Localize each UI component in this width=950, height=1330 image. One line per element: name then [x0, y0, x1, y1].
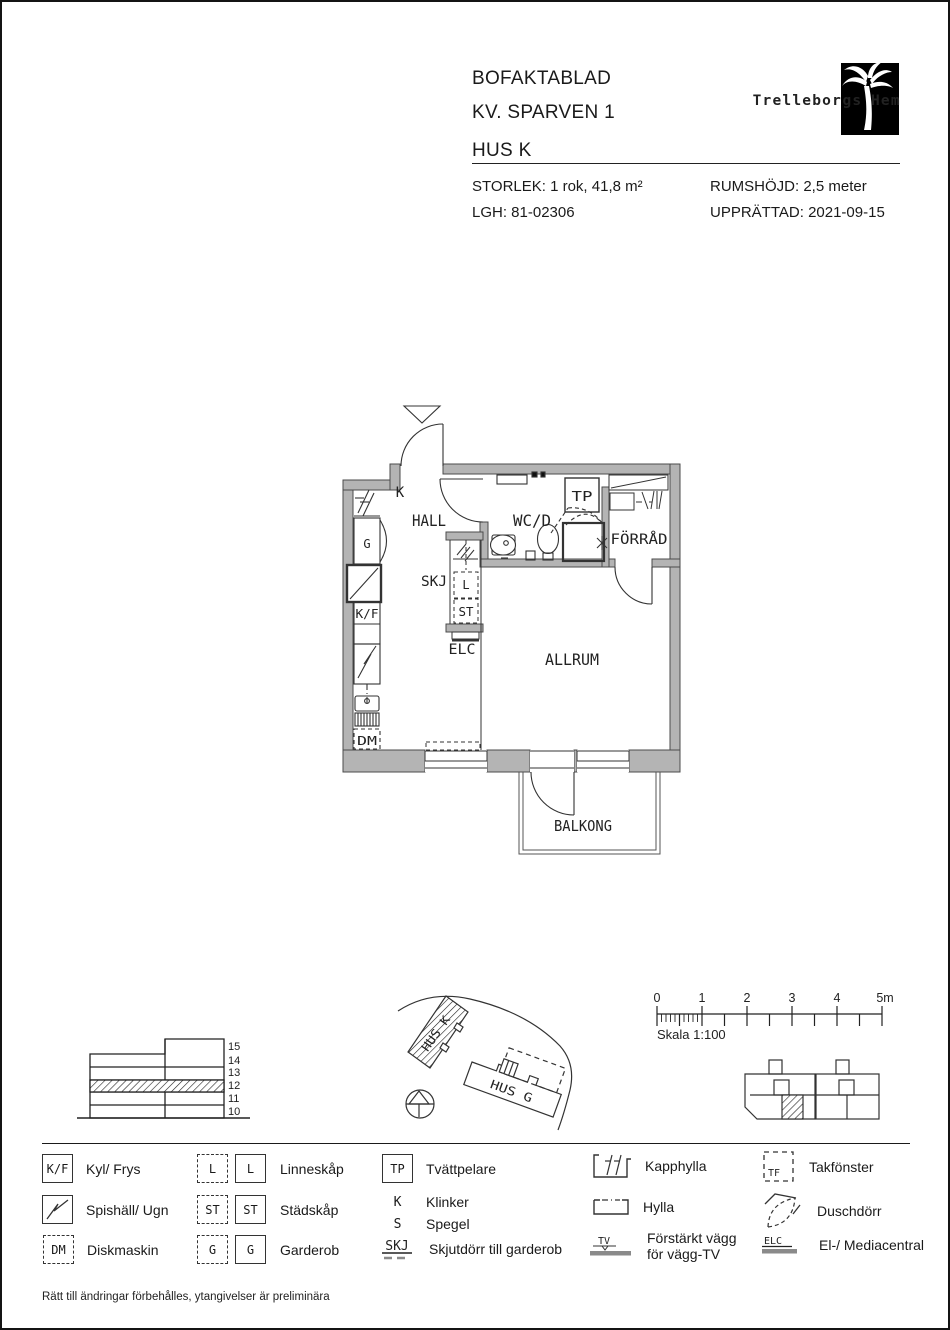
room-height-info: RUMSHÖJD: 2,5 meter: [710, 178, 867, 195]
legend-label: El-/ Mediacentral: [819, 1237, 925, 1253]
legend-label-line1: Förstärkt vägg: [647, 1230, 737, 1246]
legend-label-line2: för vägg-TV: [647, 1246, 721, 1262]
scale-tick: 0: [653, 991, 661, 1005]
logo-text-1: Trellebor: [752, 93, 842, 109]
legend-label: Tvättpelare: [426, 1160, 497, 1177]
legend-item-duschdorr: [762, 1190, 882, 1232]
apartment-position-cell: [782, 1095, 803, 1119]
l-box-icon: L: [235, 1154, 266, 1183]
legend-label: Linneskåp: [280, 1160, 344, 1177]
floor-number: 12: [228, 1080, 241, 1092]
label-elc: ELC: [448, 642, 476, 658]
bottom-diagrams: [42, 982, 922, 1142]
legend-item-hylla: [592, 1196, 674, 1218]
elc-icon: [762, 1234, 806, 1256]
logo-text-2: gs: [842, 93, 863, 109]
tp-box-icon: TP: [382, 1154, 413, 1183]
label-forrad: FÖRRÅD: [610, 532, 662, 548]
label-l: L: [462, 578, 470, 592]
stove-icon: [42, 1195, 73, 1224]
legend-item-klinker: [382, 1194, 469, 1210]
legend-label: Diskmaskin: [87, 1241, 159, 1258]
legend-item-stadskap: [197, 1195, 338, 1224]
tv-wall-icon: [590, 1234, 634, 1258]
legend-label: [647, 1230, 736, 1262]
created-date-info: UPPRÄTTAD: 2021-09-15: [710, 204, 885, 221]
legend-item-skjutdorr: [380, 1238, 562, 1260]
label-dm: DM: [357, 734, 377, 748]
north-compass-icon: [406, 1090, 434, 1118]
kf-box-icon: K/F: [42, 1154, 73, 1183]
hus-k-label: HUS K: [418, 1016, 451, 1054]
label-tp: TP: [571, 490, 593, 505]
block-title: KV. SPARVEN 1: [472, 102, 615, 123]
hylla-icon: [592, 1196, 630, 1218]
floor-number: 15: [228, 1041, 241, 1053]
legend-item-takfonster: [762, 1150, 874, 1184]
entrance-door: [401, 406, 443, 466]
legend-item-garderob: [197, 1235, 339, 1264]
scale-bar: [654, 991, 894, 1042]
label-entrance-k: K: [395, 485, 405, 501]
legend-label: Duschdörr: [817, 1203, 882, 1219]
balcony-rail: [519, 772, 660, 854]
trelleborgshem-logo: [742, 58, 910, 140]
st-box-icon: ST: [235, 1195, 266, 1224]
label-st: ST: [458, 605, 474, 619]
scale-tick: 5m: [876, 991, 894, 1005]
scale-tick: 4: [833, 991, 841, 1005]
label-allrum: ALLRUM: [545, 650, 599, 669]
tv-text: TV: [597, 1236, 611, 1247]
balcony-door: [531, 772, 574, 815]
site-plan: [398, 996, 572, 1130]
scale-label: Skala 1:100: [657, 1027, 726, 1042]
building-position-diagram: [745, 1060, 879, 1119]
g-box-icon: G: [235, 1235, 266, 1264]
header-divider: [472, 163, 900, 164]
disclaimer-text: Rätt till ändringar förbehålles, ytangivelser är preliminära: [42, 1291, 330, 1303]
legend-label: Kapphylla: [645, 1158, 707, 1174]
floor-number: 13: [228, 1067, 241, 1079]
legend-label: Takfönster: [809, 1159, 874, 1175]
label-g: G: [363, 537, 371, 551]
legend-label: Skjutdörr till garderob: [429, 1241, 563, 1257]
legend-label: Kyl/ Frys: [86, 1160, 141, 1177]
forrad-fixtures: [609, 475, 668, 510]
label-kf: K/F: [355, 607, 379, 621]
s-letter-icon: S: [393, 1216, 402, 1232]
apartment-id-info: LGH: 81-02306: [472, 204, 575, 221]
page-title: BOFAKTABLAD: [472, 68, 612, 89]
wc-door: [440, 479, 483, 522]
label-balkong: BALKONG: [554, 817, 612, 835]
tf-text: TF: [768, 1168, 781, 1179]
palm-tree-logo-icon: [742, 58, 910, 140]
legend-label: Hylla: [643, 1199, 675, 1215]
hus-g-building: [464, 1038, 570, 1117]
floor-number: 10: [228, 1106, 241, 1118]
label-hall: HALL: [412, 511, 446, 530]
floor-indicator: [77, 1039, 250, 1118]
dm-box-icon: DM: [43, 1235, 74, 1264]
scale-tick: 1: [698, 991, 706, 1005]
floor-number: 14: [228, 1055, 241, 1067]
st-dashed-box-icon: ST: [197, 1195, 228, 1224]
legend-item-spegel: [382, 1216, 470, 1232]
k-letter-icon: K: [393, 1194, 402, 1210]
label-skj: SKJ: [421, 574, 447, 590]
label-wcd: WC/D: [513, 511, 551, 530]
legend-item-spishall: [42, 1195, 169, 1224]
house-title: HUS K: [472, 140, 532, 161]
size-info: STORLEK: 1 rok, 41,8 m²: [472, 178, 643, 195]
elc-text: ELC: [764, 1236, 783, 1247]
floor-number: 11: [228, 1093, 240, 1105]
legend-item-linneskap: [197, 1154, 344, 1183]
g-dashed-box-icon: G: [197, 1235, 228, 1264]
hus-g-label: HUS G: [488, 1077, 528, 1103]
legend-item-diskmaskin: [43, 1235, 159, 1264]
scale-tick: 3: [788, 991, 796, 1005]
legend-label: Spishäll/ Ugn: [86, 1201, 169, 1218]
highlighted-floor-row: [90, 1080, 224, 1092]
skj-text: SKJ: [385, 1239, 409, 1254]
shower-door-icon: [762, 1190, 804, 1232]
logo-text-3: Hem: [871, 93, 901, 109]
legend-label: Klinker: [426, 1194, 469, 1210]
kapphylla-icon: [592, 1152, 632, 1180]
legend-item-elc: [762, 1234, 924, 1256]
skj-icon: [380, 1238, 416, 1260]
forrad-door: [615, 567, 652, 604]
tf-icon: [762, 1150, 796, 1184]
l-dashed-box-icon: L: [197, 1154, 228, 1183]
legend-item-kyl-frys: [42, 1154, 140, 1183]
legend-item-kapphylla: [592, 1152, 707, 1180]
legend-divider: [42, 1143, 910, 1144]
scale-tick: 2: [743, 991, 751, 1005]
legend-label: Städskåp: [280, 1201, 339, 1218]
legend-label: Garderob: [280, 1241, 340, 1258]
floor-plan: [332, 392, 692, 872]
legend-item-tvattpelare: [382, 1154, 496, 1183]
legend-item-forstarkt-vagg: [590, 1230, 736, 1262]
legend-label: Spegel: [426, 1216, 470, 1232]
